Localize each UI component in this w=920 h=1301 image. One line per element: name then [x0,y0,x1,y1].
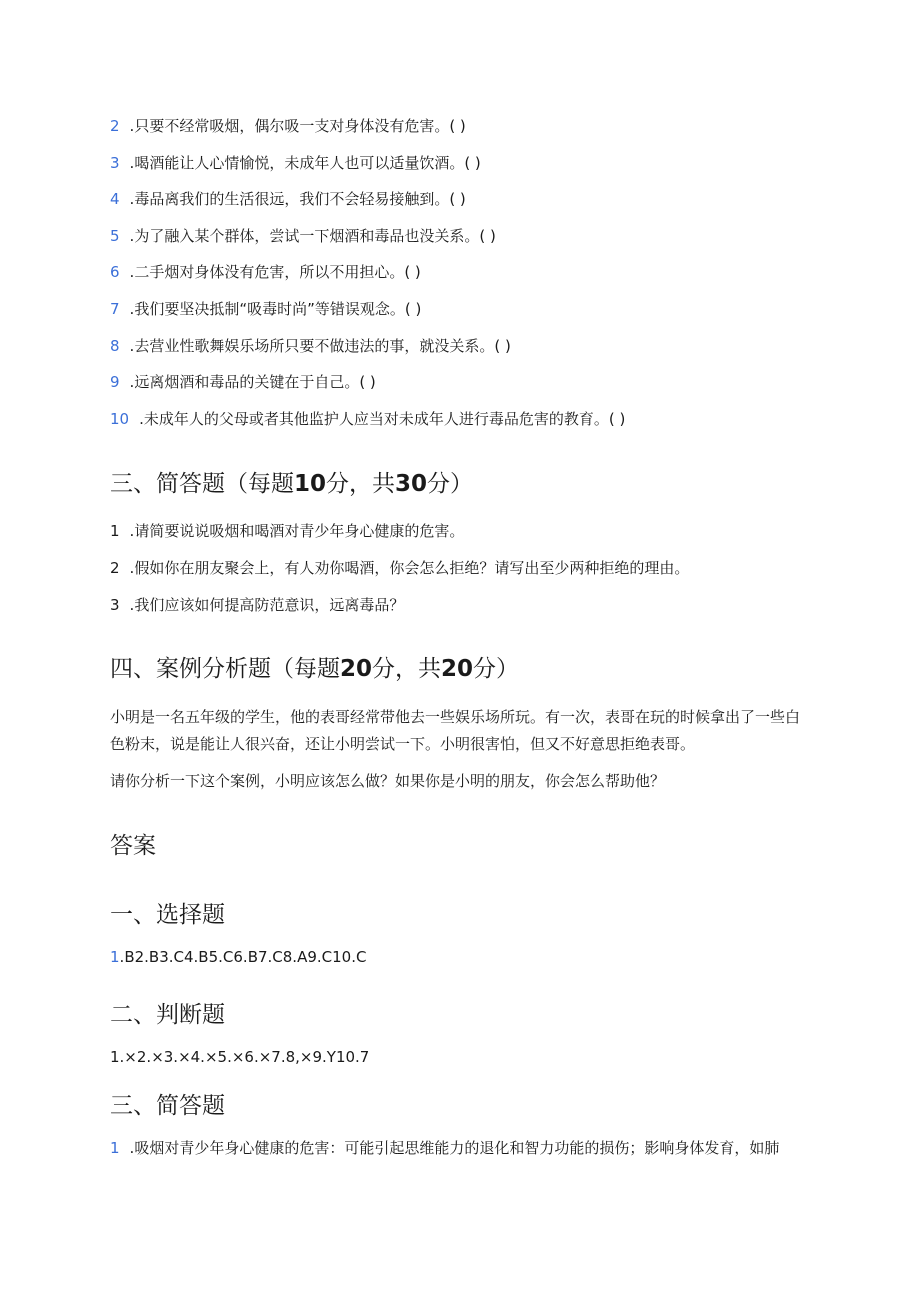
answers-judgment-text: 1.×2.×3.×4.×5.×6.×7.8,×9.Y10.7 [110,1048,370,1066]
judgment-item [110,116,466,136]
item-number: 4 [110,190,120,208]
question-item [110,558,689,578]
answers-section-short-answer: 三、简答题 [110,1093,225,1119]
item-text: .只要不经常吸烟，偶尔吸一支对身体没有危害。( ) [129,117,466,135]
item-text: .假如你在朋友聚会上，有人劝你喝酒，你会怎么拒绝？请写出至少两种拒绝的理由。 [129,559,690,577]
item-number: 7 [110,300,120,318]
answers-short-answer-line [110,1138,779,1158]
item-text: .二手烟对身体没有危害，所以不用担心。( ) [129,263,421,281]
item-number: 2 [110,117,120,135]
judgment-item [110,409,625,429]
judgment-item [110,262,421,282]
item-number: 1 [110,1139,120,1157]
item-number: 9 [110,373,120,391]
item-number: 2 [110,559,120,577]
item-text: .为了融入某个群体，尝试一下烟酒和毒品也没关系。( ) [129,227,496,245]
judgment-item [110,336,511,356]
judgment-item [110,372,376,392]
answers-title: 答案 [110,833,156,859]
item-text: .毒品离我们的生活很远，我们不会轻易接触到。( ) [129,190,466,208]
case-question: 请你分析一下这个案例，小明应该怎么做？如果你是小明的朋友，你会怎么帮助他？ [110,772,666,790]
item-text: .我们应该如何提高防范意识，远离毒品？ [129,596,405,614]
judgment-item [110,189,466,209]
judgment-item [110,153,481,173]
item-number: 3 [110,596,120,614]
item-number: 6 [110,263,120,281]
item-number: 3 [110,154,120,172]
judgment-item [110,226,496,246]
item-text: .喝酒能让人心情愉悦，未成年人也可以适量饮酒。( ) [129,154,481,172]
answers-section-choice: 一、选择题 [110,902,225,928]
item-number: 1 [110,522,120,540]
answers-short-answer-text: .吸烟对青少年身心健康的危害：可能引起思维能力的退化和智力功能的损伤；影响身体发育，如肺 [129,1139,780,1157]
case-text: 小明是一名五年级的学生，他的表哥经常带他去一些娱乐场所玩。有一次，表哥在玩的时候拿出了一些白色粉末，说是能让人很兴奋，还让小明尝试一下。小明很害怕，但又不好意思拒绝表哥。 [110,708,801,753]
item-number: 8 [110,337,120,355]
answers-choice-text: .B2.B3.C4.B5.C6.B7.C8.A9.C10.C [119,948,367,966]
item-text: .未成年人的父母或者其他监护人应当对未成年人进行毒品危害的教育。( ) [139,410,626,428]
item-number: 1 [110,948,120,966]
item-number: 10 [110,410,130,428]
section-heading-case-analysis: 四、案例分析题（每题20分，共20分） [110,656,520,682]
section-heading-short-answer: 三、简答题（每题10分，共30分） [110,471,474,497]
item-text: .远离烟酒和毒品的关键在于自己。( ) [129,373,376,391]
judgment-item [110,299,421,319]
answers-choice-line [110,947,366,967]
question-item [110,521,464,541]
item-text: .去营业性歌舞娱乐场所只要不做违法的事，就没关系。( ) [129,337,511,355]
question-item [110,595,404,615]
item-text: .请简要说说吸烟和喝酒对青少年身心健康的危害。 [129,522,465,540]
answers-section-judgment: 二、判断题 [110,1002,225,1028]
item-number: 5 [110,227,120,245]
item-text: .我们要坚决抵制“吸毒时尚”等错误观念。( ) [129,300,422,318]
